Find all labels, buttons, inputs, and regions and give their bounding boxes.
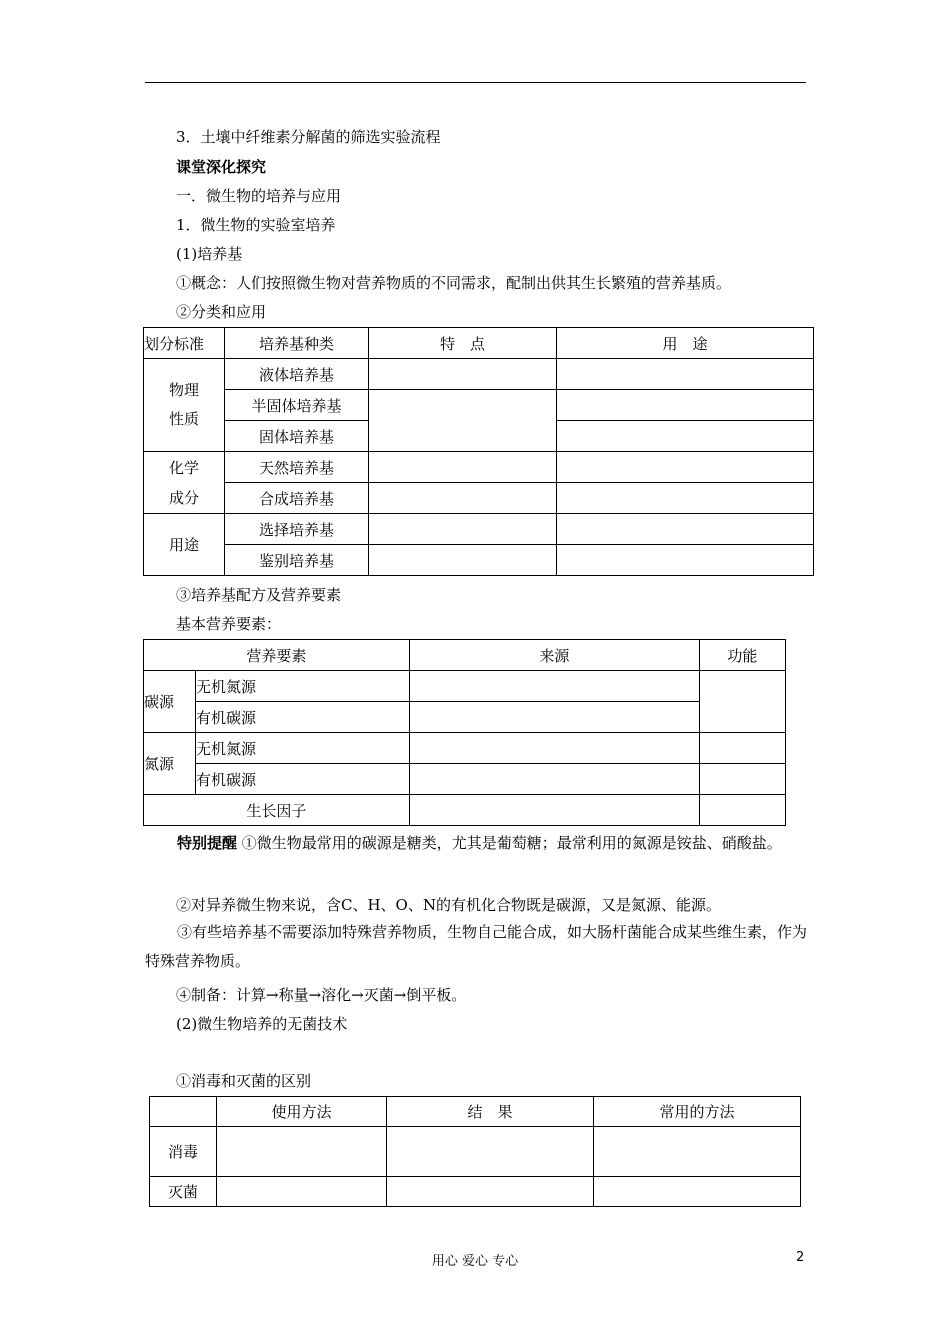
blank-cell xyxy=(699,671,785,733)
blank-cell xyxy=(369,483,557,514)
nutrient-table xyxy=(143,639,786,826)
blank-cell xyxy=(699,764,785,795)
special-reminder-paragraph xyxy=(145,829,810,858)
type-cell: 选择培养基 xyxy=(225,514,369,545)
blank-cell xyxy=(409,702,699,733)
aseptic-heading: (2)微生物培养的无菌技术 xyxy=(176,1015,348,1033)
page-footer: 用心 爱心 专心 xyxy=(431,1254,519,1269)
table-row xyxy=(150,1177,801,1207)
group-label-line: 成分 xyxy=(168,488,199,507)
blank-cell xyxy=(699,733,785,764)
type-cell: 固体培养基 xyxy=(225,421,369,452)
blank-cell xyxy=(557,359,814,390)
header-cell: 营养要素 xyxy=(144,640,410,671)
header-cell: 用 途 xyxy=(557,328,814,359)
type-cell: 半固体培养基 xyxy=(225,390,369,421)
formula-heading: ③培养基配方及营养要素 xyxy=(176,586,342,604)
special-reminder-label: 特别提醒 xyxy=(177,834,238,852)
blank-cell xyxy=(369,452,557,483)
blank-cell xyxy=(369,359,557,390)
subheading-medium: (1)培养基 xyxy=(176,245,243,263)
group-cell xyxy=(144,359,225,452)
header-cell: 来源 xyxy=(409,640,699,671)
blank-cell xyxy=(409,764,699,795)
group-label-line: 物理 xyxy=(168,381,199,399)
table-row xyxy=(144,390,814,421)
header-cell: 特 点 xyxy=(369,328,557,359)
section-heading-one: 一．微生物的培养与应用 xyxy=(176,187,342,205)
nutrient-cell: 有机碳源 xyxy=(196,764,410,795)
blank-cell xyxy=(217,1127,387,1177)
medium-classification-table xyxy=(143,327,814,576)
table-row xyxy=(144,483,814,514)
blank-cell xyxy=(369,390,557,452)
table-row xyxy=(144,452,814,483)
blank-cell xyxy=(557,452,814,483)
nutrient-group-cell: 氮源 xyxy=(144,733,196,795)
header-cell: 结 果 xyxy=(387,1097,594,1127)
classification-heading: ②分类和应用 xyxy=(176,303,267,321)
table-row xyxy=(150,1097,801,1127)
table-row xyxy=(144,514,814,545)
section-heading-classroom: 课堂深化探究 xyxy=(176,158,267,176)
group-cell xyxy=(144,452,225,514)
table-row xyxy=(144,702,786,733)
group-label-line: 化学 xyxy=(168,458,199,477)
blank-cell xyxy=(557,390,814,421)
blank-cell xyxy=(387,1127,594,1177)
preparation-steps: ④制备：计算→称量→溶化→灭菌→倒平板。 xyxy=(176,986,467,1004)
blank-cell xyxy=(594,1127,801,1177)
table-row xyxy=(144,359,814,390)
header-cell: 常用的方法 xyxy=(594,1097,801,1127)
blank-cell xyxy=(409,671,699,702)
nutrients-label: 基本营养要素： xyxy=(176,615,282,633)
blank-cell xyxy=(557,483,814,514)
nutrient-cell: 有机碳源 xyxy=(196,702,410,733)
table-row xyxy=(144,795,786,826)
group-label-line: 性质 xyxy=(168,410,199,428)
blank-cell xyxy=(699,795,785,826)
blank-cell xyxy=(557,514,814,545)
section-heading-1: 1．微生物的实验室培养 xyxy=(176,216,336,234)
table-row xyxy=(144,733,786,764)
nutrient-cell: 无机氮源 xyxy=(196,671,410,702)
special-reminder-text: ①微生物最常用的碳源是糖类，尤其是葡萄糖；最常利用的氮源是铵盐、硝酸盐。 xyxy=(237,834,782,852)
table-row xyxy=(144,764,786,795)
header-cell: 划分标准 xyxy=(144,328,225,359)
table-row xyxy=(144,328,814,359)
blank-cell xyxy=(557,421,814,452)
row-label-cell: 灭菌 xyxy=(150,1177,217,1207)
row-label-cell: 消毒 xyxy=(150,1127,217,1177)
type-cell: 合成培养基 xyxy=(225,483,369,514)
header-cell: 使用方法 xyxy=(217,1097,387,1127)
disinfection-heading: ①消毒和灭菌的区别 xyxy=(176,1072,312,1090)
nutrient-group-cell: 碳源 xyxy=(144,671,196,733)
blank-cell xyxy=(594,1177,801,1207)
blank-cell xyxy=(217,1177,387,1207)
type-cell: 鉴别培养基 xyxy=(225,545,369,576)
header-cell xyxy=(150,1097,217,1127)
blank-cell xyxy=(387,1177,594,1207)
nutrient-cell: 生长因子 xyxy=(144,795,410,826)
page-number: 2 xyxy=(796,1250,805,1265)
table-row xyxy=(150,1127,801,1177)
special-nutrient-note: ③有些培养基不需要添加特殊营养物质，生物自己能合成，如大肠杆菌能合成某些维生素，作为特殊营养物质。 xyxy=(145,923,808,970)
type-cell: 天然培养基 xyxy=(225,452,369,483)
header-cell: 培养基种类 xyxy=(225,328,369,359)
blank-cell xyxy=(557,545,814,576)
table-row xyxy=(144,671,786,702)
table-row xyxy=(144,640,786,671)
blank-cell xyxy=(369,514,557,545)
type-cell: 液体培养基 xyxy=(225,359,369,390)
nutrient-cell: 无机氮源 xyxy=(196,733,410,764)
table-row xyxy=(144,545,814,576)
blank-cell xyxy=(409,733,699,764)
blank-cell xyxy=(369,545,557,576)
section-heading-3: 3．土壤中纤维素分解菌的筛选实验流程 xyxy=(176,128,441,146)
blank-cell xyxy=(409,795,699,826)
header-cell: 功能 xyxy=(699,640,785,671)
concept-line: ①概念：人们按照微生物对营养物质的不同需求，配制出供其生长繁殖的营养基质。 xyxy=(176,274,732,292)
heterotroph-note: ②对异养微生物来说，含C、H、O、N的有机化合物既是碳源，又是氮源、能源。 xyxy=(176,896,721,914)
header-rule xyxy=(145,82,806,83)
sterilization-table xyxy=(149,1096,801,1207)
group-cell: 用途 xyxy=(144,514,225,576)
